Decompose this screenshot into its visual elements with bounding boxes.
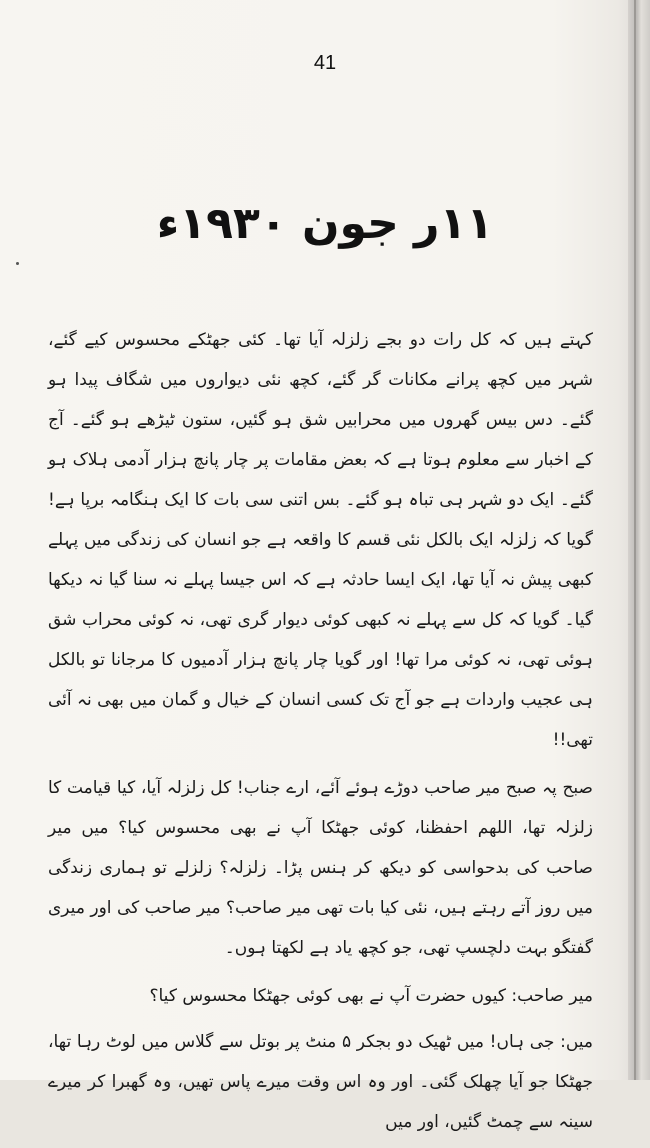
paragraph-dialogue-answer: میں: جی ہاں! میں ٹھیک دو بجکر ۵ منٹ پر بوتل سے گلاس میں لوٹ رہا تھا، جھٹکا جو آیا چھلک گئی۔ اور وہ اس وقت میرے پاس تھیں، وہ گھبرا کر میرے سینہ سے چمٹ گئیں، اور میں [48,1032,593,1132]
paragraph-dialogue-question: میر صاحب: کیوں حضرت آپ نے بھی کوئی جھٹکا محسوس کیا؟ [149,986,593,1006]
chapter-title: ۱۱ر جون ۱۹۳۰ء [156,198,494,249]
book-gutter [628,0,650,1080]
paragraph-earthquake-report: کہتے ہیں کہ کل رات دو بجے زلزلہ آیا تھا۔ کئی جھٹکے محسوس کیے گئے، شہر میں کچھ پرانے مکانات گر گئے، کچھ نئی دیواروں میں شگاف پیدا ہو گئے۔ دس بیس گھروں میں محرابیں شق ہو گئیں، ستون ٹیڑھے ہو گئے۔ آج کے اخبار سے معلوم ہوتا ہے کہ بعض مقامات پر چار پانچ ہزار آدمی ہلاک ہو گئے۔ ایک دو شہر ہی تباہ ہو گئے۔ بس اتنی سی بات کا ایک ہنگامہ برپا ہے! گویا کہ زلزلہ ایک بالکل نئی قسم کا واقعہ ہے جو انسان کی زندگی میں پہلے کبھی پیش نہ آیا تھا، ایک ایسا حادثہ ہے کہ اس جیسا پہلے نہ سنا گیا نہ دیکھا گیا۔ گویا کہ کل سے پہلے نہ کبھی کوئی دیوار گری تھی، نہ کوئی محراب شق ہوئی تھی، نہ کوئی مرا تھا! اور گویا چار پانچ ہزار آدمیوں کا مرجانا تو بالکل ہی عجیب واردات ہے جو آج تک کسی انسان کے خیال و گمان میں بھی نہ آئی تھی!! [48,330,593,750]
speck [16,262,19,265]
body-text [48,320,593,1148]
page-number: 41 [313,52,337,74]
paragraph-mir-sahib-visit: صبح پہ صبح میر صاحب دوڑے ہوئے آئے، ارے جناب! کل زلزلہ آیا، کیا قیامت کا زلزلہ تھا، اللھم احفظنا، کوئی جھٹکا آپ نے بھی محسوس کیا؟ میں میر صاحب کی بدحواسی کو دیکھ کر ہنس پڑا۔ زلزلہ؟ زلزلے تو ہماری زندگی میں روز آتے رہتے ہیں، نئی کیا بات تھی میر صاحب؟ میر صاحب کی اور میری گفتگو بہت دلچسپ تھی، جو کچھ یاد ہے لکھتا ہوں۔ [48,778,593,958]
page-edge [634,0,636,1080]
